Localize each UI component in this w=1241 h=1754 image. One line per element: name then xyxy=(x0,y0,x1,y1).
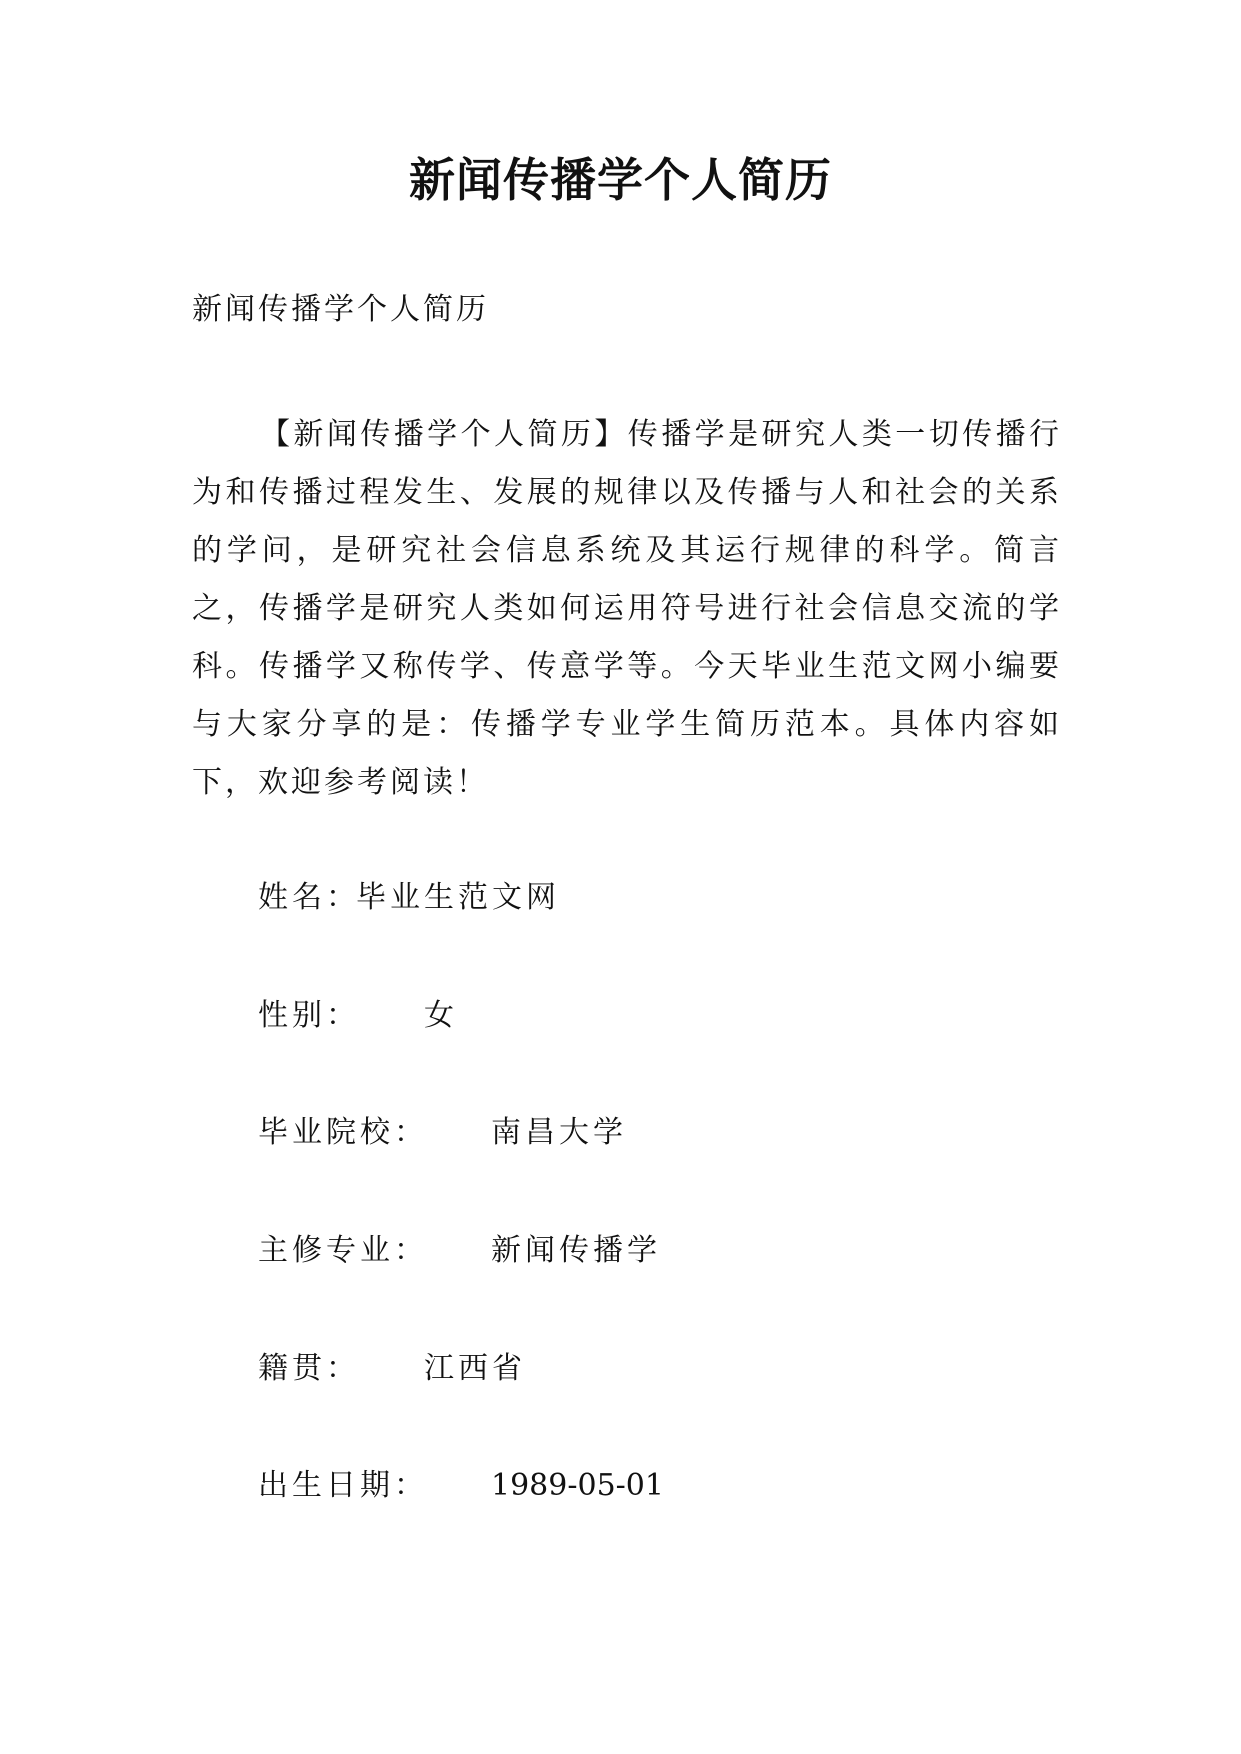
field-hometown xyxy=(258,1349,526,1389)
field-label: 主修专业： xyxy=(258,1233,428,1268)
page-title: 新闻传播学个人简历 xyxy=(409,153,832,207)
field-label: 毕业院校： xyxy=(258,1115,428,1150)
field-label: 出生日期： xyxy=(258,1468,428,1503)
field-birthdate xyxy=(258,1466,664,1506)
field-label: 性别： xyxy=(258,998,360,1033)
document-subtitle: 新闻传播学个人简历 xyxy=(192,292,489,327)
field-value: 江西省 xyxy=(424,1351,526,1386)
field-label: 籍贯： xyxy=(258,1351,360,1386)
field-major xyxy=(258,1231,661,1271)
intro-paragraph: 【新闻传播学个人简历】传播学是研究人类一切传播行为和传播过程发生、发展的规律以及传播与人和社会的关系的学问，是研究社会信息系统及其运行规律的科学。简言之，传播学是研究人类如何运用符号进行社会信息交流的学科。传播学又称传学、传意学等。今天毕业生范文网小编要与大家分享的是：传播学专业学生简历范本。具体内容如下，欢迎参考阅读！ xyxy=(192,417,1062,800)
field-school xyxy=(258,1113,627,1153)
field-value: 南昌大学 xyxy=(491,1115,627,1150)
field-name xyxy=(258,878,560,918)
field-label: 姓名： xyxy=(258,880,360,915)
field-gender xyxy=(258,996,458,1036)
field-value: 1989-05-01 xyxy=(491,1468,664,1503)
field-value: 女 xyxy=(424,998,458,1033)
field-value: 新闻传播学 xyxy=(491,1233,661,1268)
field-value: 毕业生范文网 xyxy=(356,880,560,915)
